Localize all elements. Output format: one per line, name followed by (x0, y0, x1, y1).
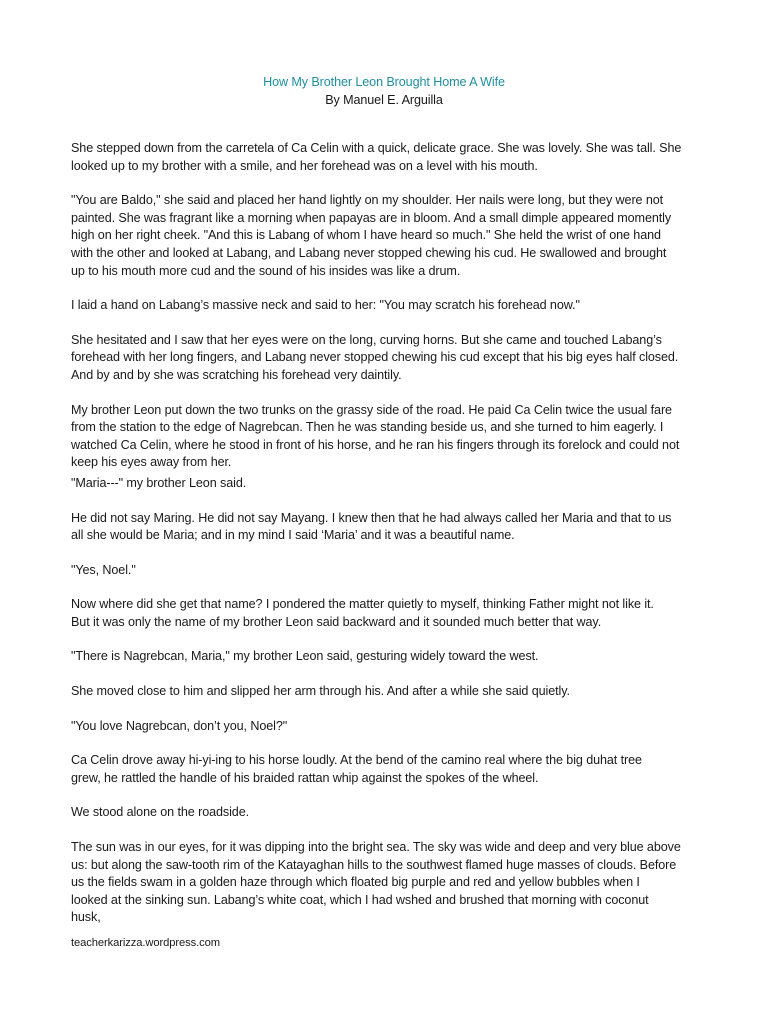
paragraph (71, 475, 711, 493)
paragraph-line: Now where did she get that name? I pondered the matter quietly to myself, thinking Father might not like it. (71, 597, 654, 612)
paragraph-line: I laid a hand on Labang’s massive neck and said to her: "You may scratch his forehead now." (71, 298, 580, 313)
paragraph-line: up to his mouth more cud and the sound of his insides was like a drum. (71, 263, 461, 278)
paragraph-line: The sun was in our eyes, for it was dipping into the bright sea. The sky was wide and deep and very blue above (71, 840, 681, 855)
paragraph (71, 562, 711, 580)
paragraph-line: She hesitated and I saw that her eyes were on the long, curving horns. But she came and touched Labang’s (71, 332, 662, 347)
paragraph (71, 596, 711, 631)
paragraph-line: with the other and looked at Labang, and Labang never stopped chewing his cud. He swallowed and brought (71, 245, 667, 260)
paragraph (71, 839, 711, 927)
paragraph-line: keep his eyes away from her. (71, 455, 232, 470)
paragraph-line: us the fields swam in a golden haze through which floated big purple and red and yellow bubbles when I (71, 875, 640, 890)
paragraph-line: She stepped down from the carretela of Ca Celin with a quick, delicate grace. She was lovely. She was tall. She (71, 141, 682, 155)
document-author: By Manuel E. Arguilla (325, 93, 443, 107)
paragraph (71, 718, 711, 736)
paragraph-line: high on her right cheek. "And this is Labang of whom I have heard so much." She held the wrist of one hand (71, 228, 661, 243)
paragraph (71, 510, 711, 545)
paragraph (71, 752, 711, 787)
document-title: How My Brother Leon Brought Home A Wife (263, 75, 505, 89)
paragraph-line: husk, (71, 910, 101, 925)
paragraph-line: "You are Baldo," she said and placed her hand lightly on my shoulder. Her nails were long, but they were not (71, 193, 664, 208)
paragraph-line: But it was only the name of my brother Leon said backward and it sounded much better that way. (71, 614, 602, 629)
paragraph-line: us: but along the saw-tooth rim of the Katayaghan hills to the southwest flamed huge masses of clouds. Before (71, 857, 677, 872)
paragraph-line: My brother Leon put down the two trunks on the grassy side of the road. He paid Ca Celin twice the usual fare (71, 402, 672, 417)
paragraph-line: from the station to the edge of Nagrebcan. Then he was standing beside us, and she turned to him eagerly. I (71, 420, 664, 435)
paragraph (71, 402, 711, 472)
paragraph-line: "Maria---" my brother Leon said. (71, 475, 247, 490)
paragraph-line: And by and by she was scratching his forehead very daintily. (71, 367, 402, 382)
paragraph-line: all she would be Maria; and in my mind I said ‘Maria’ and it was a beautiful name. (71, 528, 515, 543)
paragraph (71, 332, 711, 385)
paragraph-line: grew, he rattled the handle of his braided rattan whip against the spokes of the wheel. (71, 770, 539, 785)
document-body (71, 140, 711, 930)
paragraph-line: looked at the sinking sun. Labang’s white coat, which I had wshed and brushed that morning with coconut (71, 892, 649, 907)
paragraph-line: "There is Nagrebcan, Maria," my brother Leon said, gesturing widely toward the west. (71, 649, 539, 664)
paragraph-line: He did not say Maring. He did not say Mayang. I knew then that he had always called her Maria and that to us (71, 510, 672, 525)
paragraph (71, 192, 711, 280)
paragraph-line: "You love Nagrebcan, don’t you, Noel?" (71, 718, 288, 733)
paragraph (71, 297, 711, 315)
paragraph-line: looked up to my brother with a smile, and her forehead was on a level with his mouth. (71, 158, 538, 173)
paragraph-line: She moved close to him and slipped her arm through his. And after a while she said quietly. (71, 684, 570, 699)
paragraph (71, 648, 711, 666)
paragraph-line: "Yes, Noel." (71, 562, 136, 577)
paragraph-line: We stood alone on the roadside. (71, 805, 250, 820)
paragraph-line: watched Ca Celin, where he stood in front of his horse, and he ran his fingers through its forelock and could not (71, 437, 680, 452)
paragraph-line: painted. She was fragrant like a morning when papayas are in bloom. And a small dimple appeared momently (71, 210, 672, 225)
document-footer: teacherkarizza.wordpress.com (71, 937, 220, 949)
paragraph (71, 140, 711, 175)
paragraph-line: Ca Celin drove away hi-yi-ing to his horse loudly. At the bend of the camino real where the big duhat tree (71, 753, 642, 768)
paragraph (71, 683, 711, 701)
paragraph (71, 804, 711, 822)
paragraph-line: forehead with her long fingers, and Labang never stopped chewing his cud except that his big eyes half closed. (71, 350, 679, 365)
